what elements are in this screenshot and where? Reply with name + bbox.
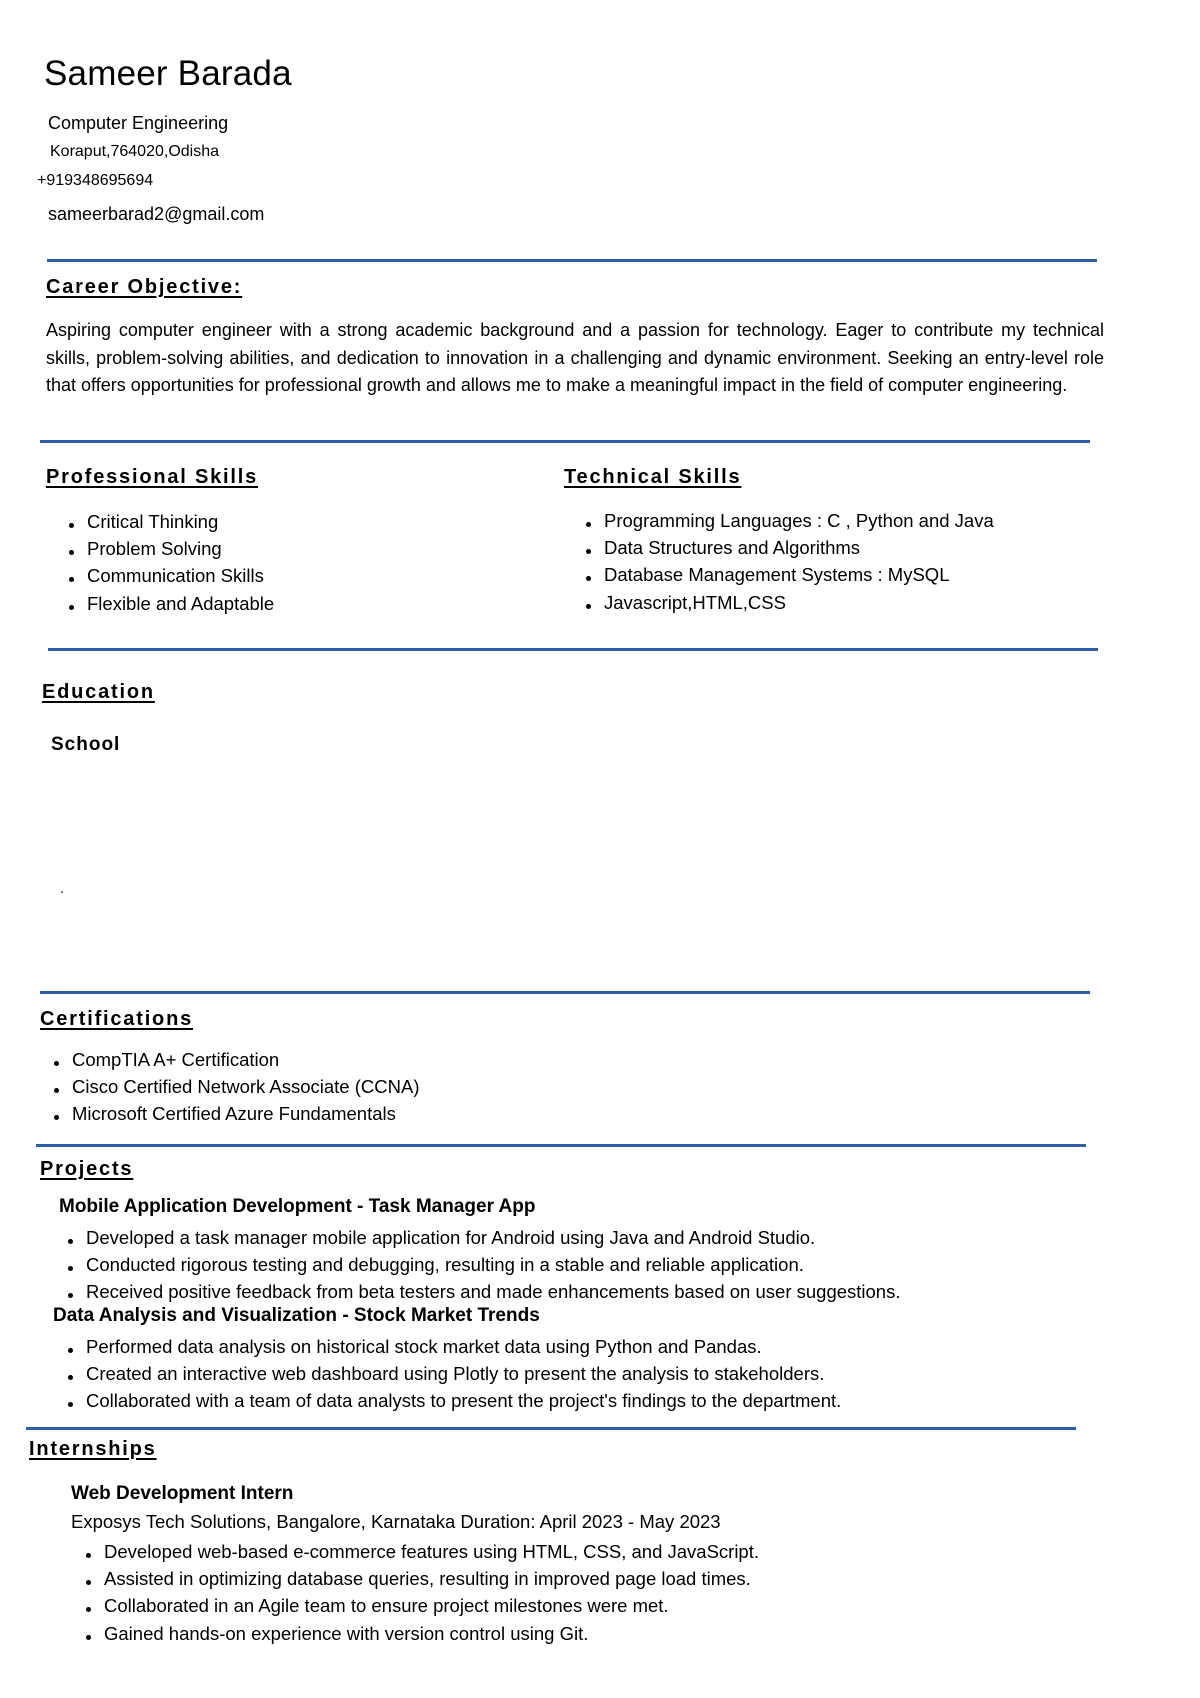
list-item: CompTIA A+ Certification	[50, 1046, 419, 1073]
list-item: Performed data analysis on historical stock market data using Python and Pandas.	[64, 1333, 841, 1360]
divider	[48, 648, 1098, 651]
technical-skills-list	[582, 507, 994, 616]
school-label: School	[51, 734, 121, 755]
internships-heading: Internships	[29, 1438, 157, 1460]
list-item: Communication Skills	[65, 562, 274, 589]
divider	[40, 440, 1090, 443]
professional-skills-heading: Professional Skills	[46, 466, 259, 488]
list-item: Developed web-based e-commerce features using HTML, CSS, and JavaScript.	[82, 1538, 759, 1565]
technical-skills-heading: Technical Skills	[564, 466, 742, 488]
professional-skills-list	[65, 508, 274, 617]
certifications-list	[50, 1046, 419, 1128]
list-item: Programming Languages : C , Python and Java	[582, 507, 994, 534]
career-objective-heading: Career Objective:	[46, 276, 243, 298]
list-item: Created an interactive web dashboard using Plotly to present the analysis to stakeholders.	[64, 1360, 841, 1387]
education-heading: Education	[42, 681, 155, 703]
divider	[40, 991, 1090, 994]
divider	[47, 259, 1097, 262]
department: Computer Engineering	[48, 113, 229, 133]
internship-list	[82, 1538, 759, 1647]
list-item: Developed a task manager mobile application for Android using Java and Android Studio.	[64, 1224, 901, 1251]
list-item: Data Structures and Algorithms	[582, 534, 994, 561]
internship-role: Web Development Intern	[71, 1483, 294, 1504]
internship-company: Exposys Tech Solutions, Bangalore, Karnataka Duration: April 2023 - May 2023	[71, 1511, 721, 1532]
education-dot: .	[60, 880, 64, 896]
list-item: Assisted in optimizing database queries, resulting in improved page load times.	[82, 1565, 759, 1592]
candidate-name: Sameer Barada	[44, 54, 292, 93]
list-item: Gained hands-on experience with version control using Git.	[82, 1620, 759, 1647]
project-2-list	[64, 1333, 841, 1415]
projects-heading: Projects	[40, 1158, 134, 1180]
project-title: Data Analysis and Visualization - Stock Market Trends	[53, 1305, 540, 1326]
list-item: Cisco Certified Network Associate (CCNA)	[50, 1073, 419, 1100]
list-item: Javascript,HTML,CSS	[582, 589, 994, 616]
certifications-heading: Certifications	[40, 1008, 194, 1030]
project-title: Mobile Application Development - Task Manager App	[59, 1196, 536, 1217]
list-item: Critical Thinking	[65, 508, 274, 535]
list-item: Collaborated in an Agile team to ensure project milestones were met.	[82, 1592, 759, 1619]
email: sameerbarad2@gmail.com	[48, 204, 265, 224]
divider	[26, 1427, 1076, 1430]
list-item: Conducted rigorous testing and debugging, resulting in a stable and reliable application.	[64, 1251, 901, 1278]
project-1-list	[64, 1224, 901, 1306]
list-item: Database Management Systems : MySQL	[582, 561, 994, 588]
list-item: Collaborated with a team of data analysts to present the project's findings to the department.	[64, 1387, 841, 1414]
phone: +919348695694	[37, 172, 154, 189]
list-item: Problem Solving	[65, 535, 274, 562]
career-objective-text: Aspiring computer engineer with a strong academic background and a passion for technology. Eager to contribute my technical skills, problem-solving abilities, and dedication to innovation in a challenging and dynamic environment. Seeking an entry-level role that offers opportunities for professional growth and allows me to make a meaningful impact in the field of computer engineering.	[46, 320, 1104, 395]
address: Koraput,764020,Odisha	[50, 143, 220, 160]
list-item: Microsoft Certified Azure Fundamentals	[50, 1100, 419, 1127]
list-item: Flexible and Adaptable	[65, 590, 274, 617]
divider	[36, 1144, 1086, 1147]
list-item: Received positive feedback from beta testers and made enhancements based on user suggestions.	[64, 1278, 901, 1305]
